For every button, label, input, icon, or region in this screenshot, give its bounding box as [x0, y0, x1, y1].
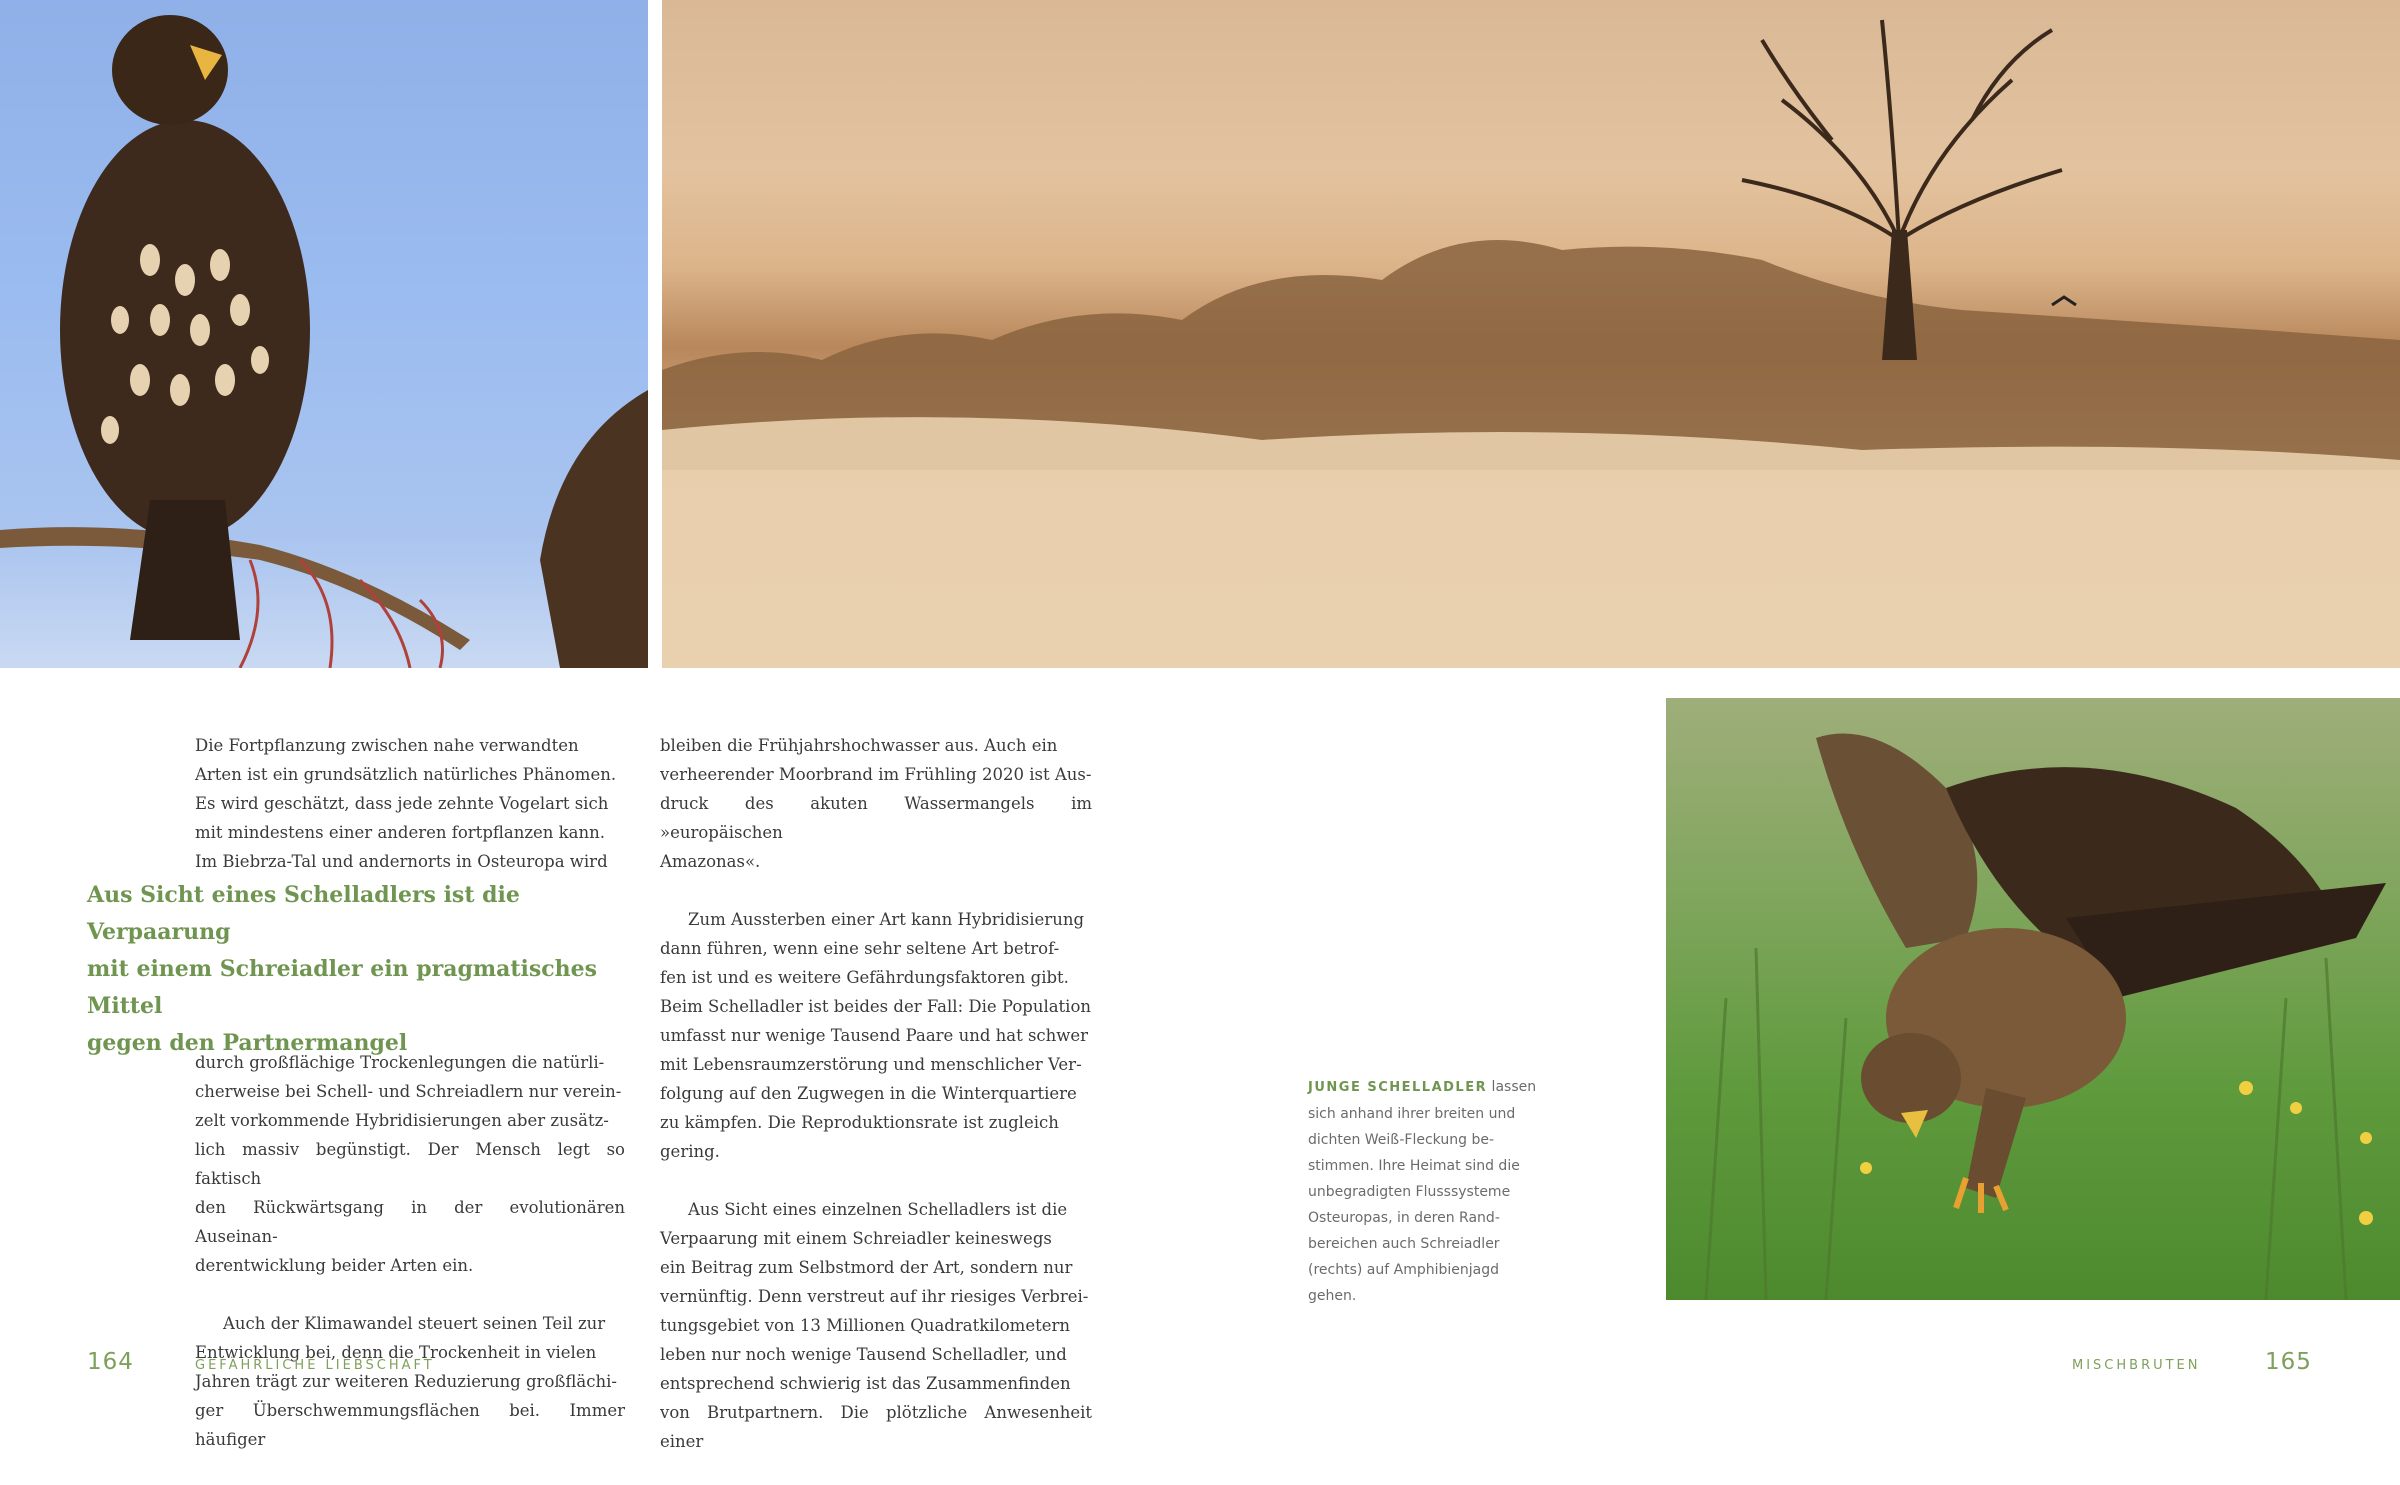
misty-meadow-drawing — [662, 0, 2400, 668]
paragraph: bleiben die Frühjahrshochwasser aus. Auch ein verheerender Moorbrand im Frühling 2020 ist Aus- druck des akuten Wassermangels im »europäischen Amazonas«. — [660, 736, 1092, 871]
eagle-on-branch-photo — [0, 0, 648, 668]
paragraph: Aus Sicht eines einzelnen Schelladlers ist die Verpaarung mit einem Schreiadler keineswegs ein Beitrag zum Selbstmord der Art, sondern nur vernünftig. Denn verstreut auf ihr riesiges Verbrei- tungsgebiet von 13 Millionen Quadratkilometern leben nur noch wenige Tausend Schelladler, und entsprechend schwierig ist das Zusammenfinden von Brutpartnern. Die plötzliche Anwesenheit einer — [660, 1200, 1092, 1451]
flying-eagle-photo — [1666, 698, 2400, 1300]
caption-lead: JUNGE SCHELLADLER — [1308, 1080, 1488, 1095]
flying-eagle-drawing — [1666, 698, 2400, 1300]
running-head-left: GEFÄHRLICHE LIEBSCHAFT — [195, 1358, 435, 1373]
caption-text: lassen sich anhand ihrer breiten und dichten Weiß-Fleckung be- stimmen. Ihre Heimat sind die unbegradigten Flusssysteme Osteuropas, in deren Rand- bereichen auch Schreiadler (rechts) auf Amphibienjagd gehen. — [1308, 1079, 1537, 1304]
paragraph: durch großflächige Trockenlegungen die natürli- cherweise bei Schell- und Schreiadlern nur verein- zelt vorkommende Hybridisierungen aber zusätz- lich massiv begünstigt. Der Mensch legt so faktisch den Rückwärtsgang in der evolutionären Auseinan- derentwicklung beider Arten ein. — [195, 1053, 625, 1275]
paragraph: Zum Aussterben einer Art kann Hybridisierung dann führen, wenn eine sehr seltene Art betrof- fen ist und es weitere Gefährdungsfaktoren gibt. Beim Schelladler ist beides der Fall: Die Population umfasst nur wenige Tausend Paare und hat schwer mit Lebensraumzerstörung und menschlicher Ver- folgung auf den Zugwegen in die Winterquartiere zu kämpfen. Die Reproduktionsrate ist zugleich gering. — [660, 910, 1092, 1161]
paragraph-intro: Die Fortpflanzung zwischen nahe verwandten Arten ist ein grundsätzlich natürliches Phänomen. Es wird geschätzt, dass jede zehnte Vogelart sich mit mindestens einer anderen fortpflanzen kann. Im Biebrza-Tal und andernorts in Osteuropa wird — [195, 736, 617, 871]
body-text-column-2 — [660, 702, 1092, 1485]
page-number-left: 164 — [87, 1349, 134, 1375]
eagle-on-branch-drawing — [0, 0, 648, 668]
body-text-column-1-bottom — [195, 1019, 625, 1483]
misty-meadow-photo — [662, 0, 2400, 668]
running-head-right: MISCHBRUTEN — [2072, 1358, 2201, 1373]
photo-caption — [1308, 1074, 1548, 1309]
pull-quote: Aus Sicht eines Schelladlers ist die Verpaarung mit einem Schreiadler ein pragmatisches Mittel gegen den Partnermangel — [87, 882, 598, 1056]
paragraph: Auch der Klimawandel steuert seinen Teil zur Entwicklung bei, denn die Trockenheit in vielen Jahren trägt zur weiteren Reduzierung großflächi- ger Überschwemmungsflächen bei. Immer häufiger — [195, 1314, 625, 1449]
body-text-column-1-top — [195, 702, 617, 905]
page-number-right: 165 — [2265, 1349, 2312, 1375]
